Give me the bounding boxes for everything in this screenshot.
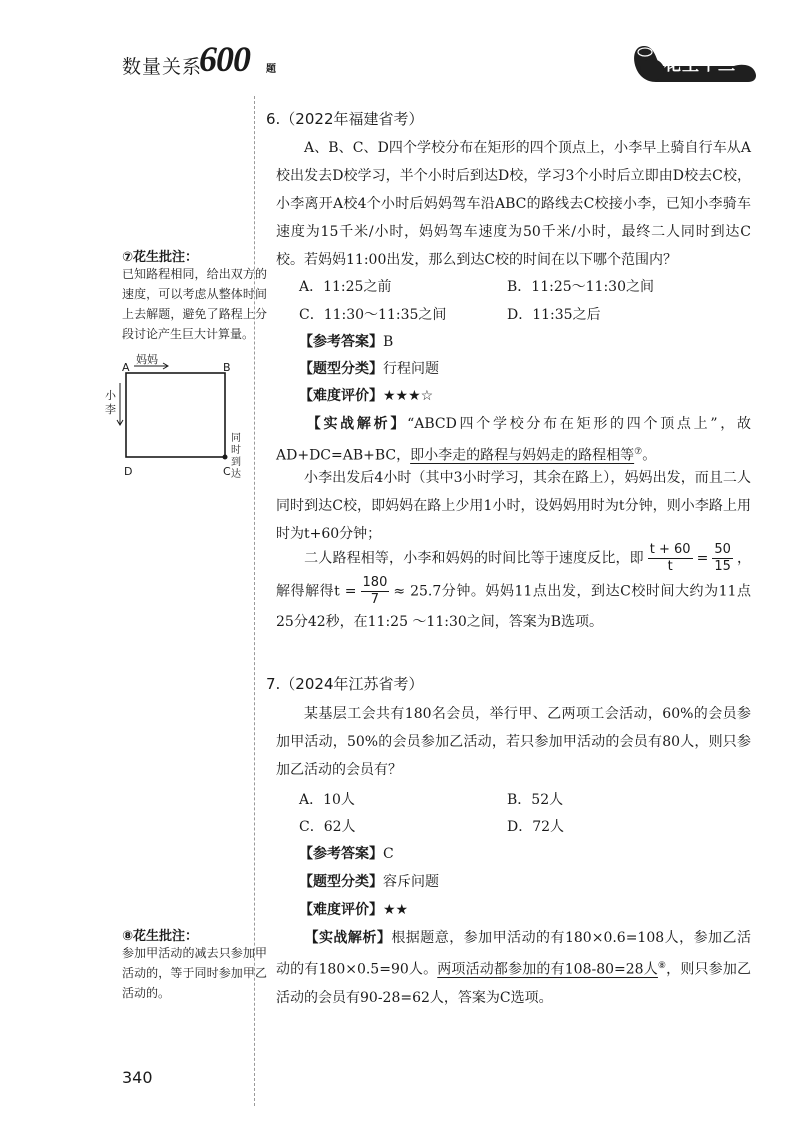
vertex-a-label: A [122,361,130,374]
equals-sign: = [696,550,709,567]
book-title-number: 600 [199,39,250,79]
type-label: 【题型分类】 [299,874,383,890]
answer-value: C [383,846,394,862]
question-7-option-b: B．52人 [507,792,564,808]
difficulty-label: 【难度评价】 [299,388,383,404]
footnote-mark: ⑦ [634,447,643,457]
fraction-numerator: 180 [362,575,388,590]
note-7-title: ⑦花生批注： [122,250,199,265]
analysis-label: 【实战解析】 [304,930,392,946]
question-7-answer [299,843,394,863]
underlined-text: 即小李走的路程与妈妈走的路程相等 [410,447,635,464]
difficulty-stars: ★★★☆ [383,388,434,404]
rectangle-diagram [100,345,250,480]
fraction-numerator: 50 [714,542,731,557]
vertex-c-label: C [223,465,231,478]
fraction-numerator: t + 60 [649,542,691,557]
vertex-b-label: B [223,361,231,374]
fraction-denominator: 7 [370,592,380,607]
analysis-label: 【实战解析】 [304,416,408,432]
analysis-text: ，解得解得t = [276,550,752,600]
mom-label: 妈妈 [136,353,158,366]
question-6-analysis-3 [276,542,751,636]
brand-logo [630,40,760,86]
type-label: 【题型分类】 [299,361,383,377]
question-6-analysis-2: 小李出发后4小时（其中3小时学习，其余在路上），妈妈出发，而且二人同时到达C校，即妈妈在路上少用1小时，设妈妈用时为t分钟，则小李路上用时为t+60分钟； [276,470,751,542]
question-6-stem: A、B、C、D四个学校分布在矩形的四个顶点上，小李早上骑自行车从A校出发去D校学习，半个小时后到达D校，学习3个小时后立即由D校去C校，小李离开A校4个小时后妈妈驾车沿ABC的路线去C校接小李，已知小李骑车速度为15千米/小时，妈妈驾车速度为50千米/小时，最终二人同时到达C校。若妈妈11:00出发，那么到达C校的时间在以下哪个范围内？ [276,140,751,268]
footnote-mark: ⑧ [657,961,667,971]
question-7-stem: 某基层工会共有180名会员，举行甲、乙两项工会活动，60%的会员参加甲活动，50%的会员参加乙活动，若只参加甲活动的会员有80人，则只参加乙活动的会员有？ [276,706,751,778]
analysis-text: “ABCD四个学校分布在矩形的四个顶点上”，故AD+DC=AB+BC， [276,416,751,464]
type-value: 行程问题 [383,361,439,377]
vertex-d-label: D [124,465,133,478]
question-6-heading: 6.（2022年福建省考） [266,110,424,128]
analysis-text-end: 。 [642,447,657,464]
fraction-denominator: t [667,559,673,574]
question-7-heading: 7.（2024年江苏省考） [266,675,424,693]
analysis-text: ，则只参加乙活动的会员有90-28=62人，答案为C选项。 [276,961,752,1006]
answer-label: 【参考答案】 [299,334,383,350]
answer-label: 【参考答案】 [299,846,383,862]
answer-value: B [383,334,394,350]
question-7-option-c: C．62人 [299,819,356,835]
book-title-suffix: 题 [266,64,276,75]
book-title: 数量关系 [122,56,203,78]
question-6-option-a: A．11:25之前 [299,279,392,295]
question-6-option-b: B．11:25～11:30之间 [507,279,654,295]
underlined-text: 两项活动都参加的有108-80=28人 [437,961,658,978]
brand-name: 花生十三 [664,55,736,75]
question-6-option-d: D．11:35之后 [507,307,601,323]
fraction-denominator: 15 [714,559,731,574]
question-7-option-d: D．72人 [507,819,565,835]
note-8-body: 参加甲活动的减去只参加甲活动的，等于同时参加甲乙活动的。 [122,946,267,1000]
analysis-text: ≈ 25.7分钟。妈妈11点出发，到达C校时间大约为11点25分42秒，在11:25 ～11:30之间，答案为B选项。 [276,583,751,630]
note-8-title: ⑧花生批注： [122,929,199,944]
difficulty-label: 【难度评价】 [299,902,383,918]
question-7-type [299,871,439,891]
fraction-2 [712,542,733,575]
difficulty-stars: ★★ [383,902,409,918]
question-7-analysis [276,924,751,1012]
question-6-type [299,358,439,378]
li-label: 小李 [105,389,116,416]
analysis-text: 根据题意，参加甲活动的有180×0.6=108人，参加乙活动的有180×0.5=90人。 [276,930,751,978]
type-value: 容斥问题 [383,874,439,890]
question-6-answer [299,331,393,351]
analysis-text: 二人路程相等，小李和妈妈的时间比等于速度反比，即 [304,550,644,567]
question-6-option-c: C．11:30～11:35之间 [299,307,447,323]
arrive-label: 同时到达 [231,433,241,480]
note-7-body: 已知路程相同，给出双方的速度，可以考虑从整体时间上去解题，避免了路程上分段讨论产生巨大计算量。 [122,267,267,341]
page-number: 340 [122,1068,153,1087]
fraction-3 [361,575,390,608]
question-6-difficulty [299,385,433,405]
question-7-difficulty [299,899,408,919]
fraction-1 [648,542,693,575]
question-6-analysis-1 [276,410,751,470]
question-7-option-a: A．10人 [299,792,355,808]
